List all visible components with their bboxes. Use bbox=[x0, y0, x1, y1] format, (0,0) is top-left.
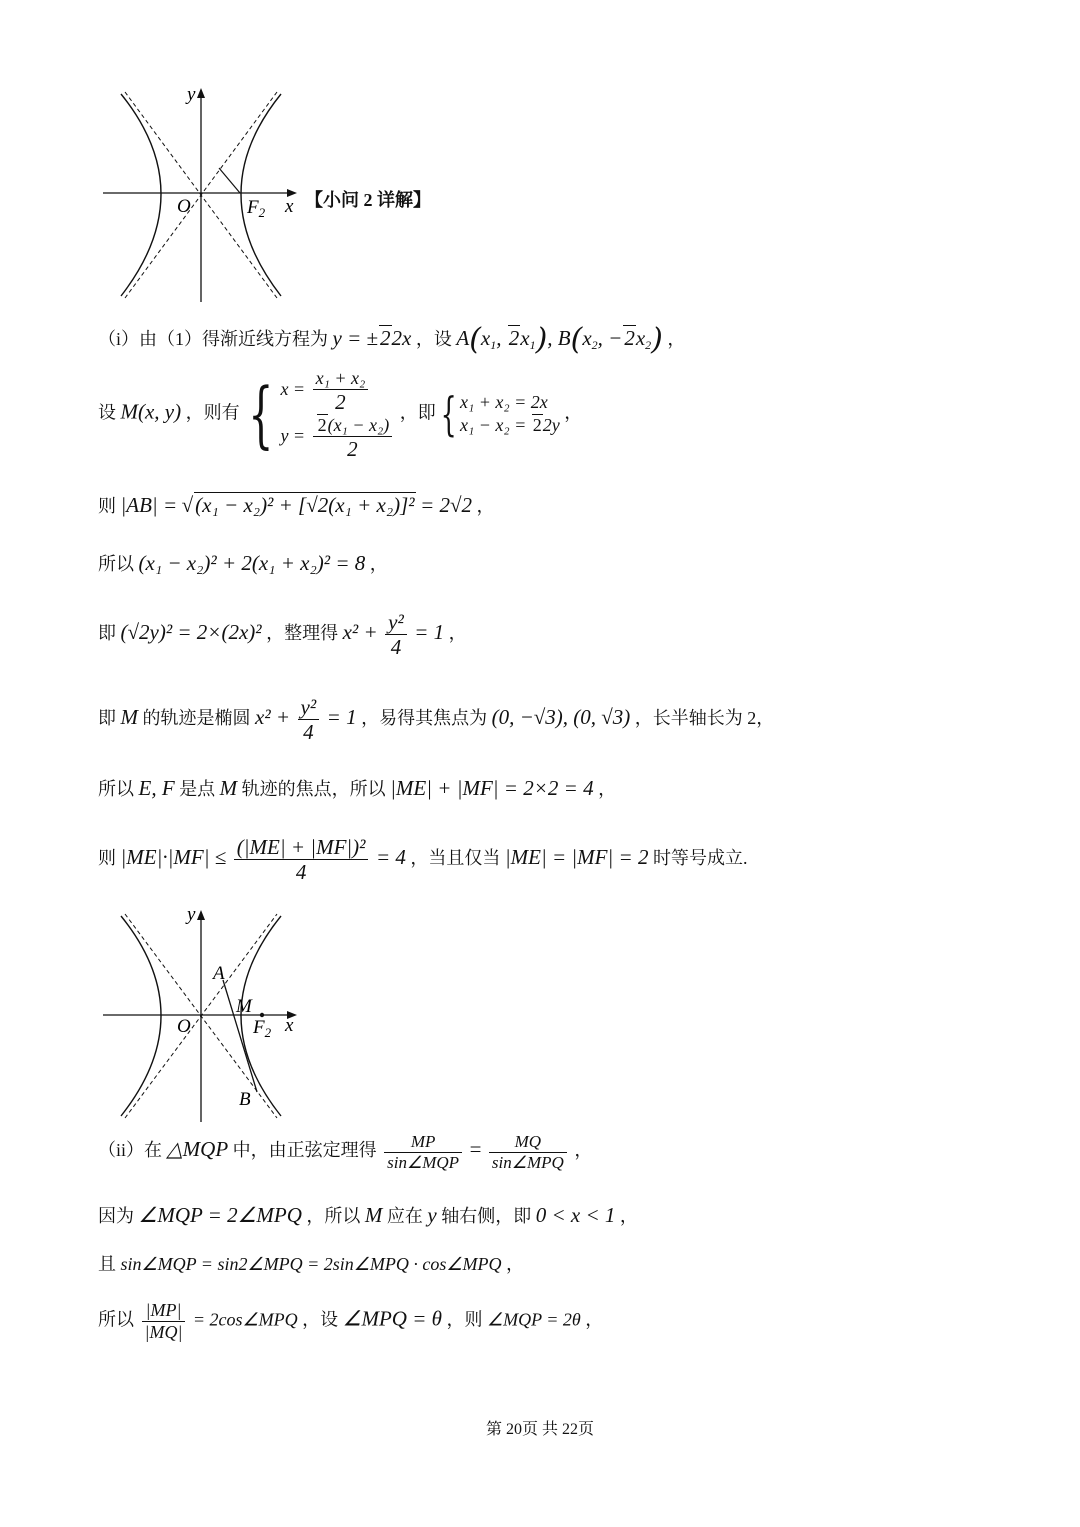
point-m-label: M bbox=[236, 996, 252, 1017]
line-am-gm: 则 |ME|·|MF| ≤ $\frac{\text{(|ME| + |MF|)²}}{4}$ = 4 ，当且仅当 |ME| = |MF| = 2 时等号成立. bbox=[98, 835, 748, 885]
line-sine-law: （ii）在 △MQP 中，由正弦定理得 $\frac{MP}{\text{sin∠MQP}}$ = $\frac{MQ}{\text{sin∠MPQ}}$ ， bbox=[98, 1132, 593, 1172]
perpendicular-segment bbox=[219, 168, 240, 193]
left-brace-2: { bbox=[440, 387, 457, 442]
x-label: x bbox=[285, 1015, 294, 1036]
focus-label: $F_2$ bbox=[253, 1017, 272, 1040]
hyperbola-left-branch bbox=[121, 94, 161, 296]
y-axis-arrow bbox=[197, 88, 205, 98]
line-ellipse-derive: 即 (√2y)² = 2×(2x)² ，整理得 x² + $\frac{\text{y²}}{4}$ = 1 ， bbox=[98, 610, 467, 660]
points-ab: $A(x_1$, $2x_1$), $B(x_2$, $-2x_2$) bbox=[456, 322, 663, 357]
left-brace: { bbox=[248, 372, 274, 457]
line-asymptote: （i）由（1）得渐近线方程为 y = ±22x ，设 $A(x_1$, $2x_1$), $B(x_2$, $-2x_2$) ， bbox=[98, 322, 686, 357]
page-footer: 第 20页 共 22页 bbox=[485, 1421, 594, 1438]
line-sum-squares: 所以 (x₁ − x₂)² + 2(x₁ + x₂)² = 8 ， bbox=[98, 551, 388, 575]
line-ratio: 所以 $\frac{|MP|}{|MQ|}$ = 2cos∠MPQ ，设 ∠MPQ = θ ，则 ∠MQP = 2θ ， bbox=[98, 1300, 604, 1342]
hyperbola-left-branch bbox=[121, 916, 161, 1116]
line-midpoint-system: 设 M(x, y) ，则有 { x = $\frac{\text{x₁ + x₂}}{2}$ y = $\frac{\text{2(x₁ − x₂)}}{2}$ ，即 { x₁ + x₂ = 2x x₁ − x₂ = 22y ， bbox=[98, 368, 583, 461]
point-a-label: A bbox=[213, 963, 225, 984]
section-header: 【小问 2 详解】 bbox=[305, 190, 431, 210]
system-2: x₁ + x₂ = 2x x₁ − x₂ = 22y bbox=[460, 392, 560, 435]
y-axis-arrow bbox=[197, 910, 205, 920]
line-focal-sum: 所以 E, F 是点 M 轨迹的焦点，所以 |ME| + |MF| = 2×2 = 4 ， bbox=[98, 776, 617, 800]
line-ellipse-foci: 即 M 的轨迹是椭圆 x² + $\frac{\text{y²}}{4}$ = 1 ，易得其焦点为 (0, −√3), (0, √3) ，长半轴长为 2， bbox=[98, 695, 775, 745]
line-ab-length: 则 |AB| = √(x₁ − x₂)² + [√2(x₁ + x₂)]² = 2√2 ， bbox=[98, 493, 495, 517]
hyperbola-right-branch bbox=[241, 94, 281, 296]
asymptote-eq: y = ±22x bbox=[332, 326, 412, 350]
origin-label: O bbox=[177, 196, 191, 217]
origin-label: O bbox=[177, 1016, 191, 1037]
point-b-label: B bbox=[239, 1089, 251, 1110]
system-1: x = $\frac{\text{x₁ + x₂}}{2}$ y = $\frac{\text{2(x₁ − x₂)}}{2}$ bbox=[280, 368, 395, 461]
figure-hyperbola-1 bbox=[95, 80, 310, 310]
y-label: y bbox=[187, 84, 196, 105]
figure-hyperbola-2 bbox=[95, 902, 310, 1127]
focus-label: $F_2$ bbox=[247, 197, 266, 220]
line-double-angle: 且 sin∠MQP = sin2∠MPQ = 2sin∠MPQ · cos∠MPQ ， bbox=[98, 1254, 524, 1274]
y-label: y bbox=[187, 904, 196, 925]
x-label: x bbox=[285, 196, 294, 217]
line-angle-relation: 因为 ∠MQP = 2∠MPQ ，所以 M 应在 y 轴右侧，即 0 < x < 1 ， bbox=[98, 1203, 638, 1227]
